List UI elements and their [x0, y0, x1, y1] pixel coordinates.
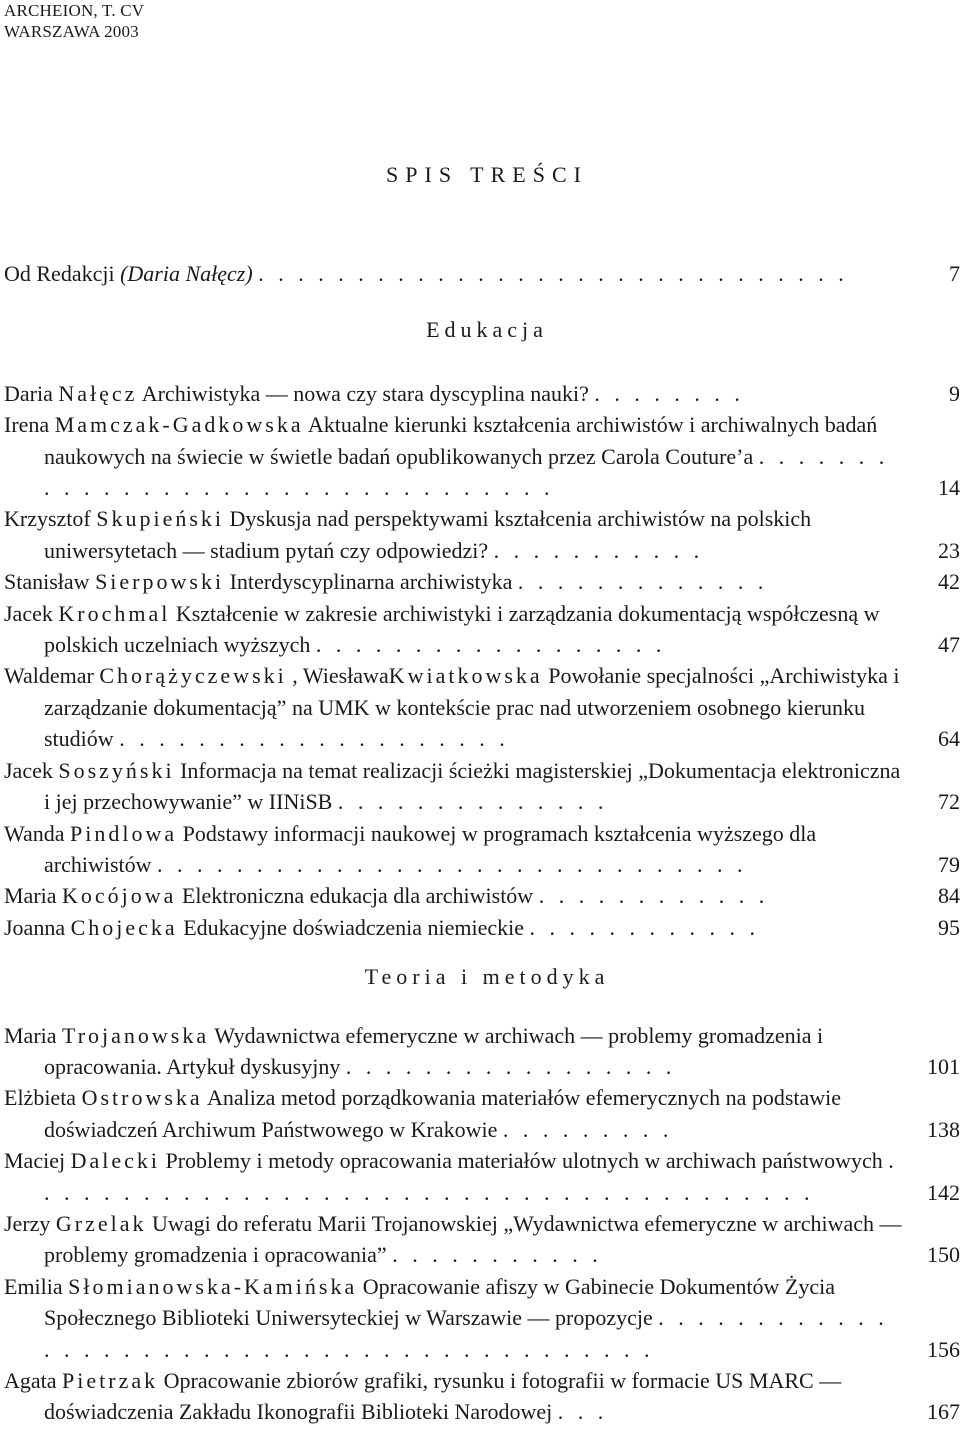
entry-title: Archiwistyka — nowa czy stara dyscyplina nauki? [141, 380, 589, 406]
author-surname: Krochmal [58, 600, 171, 626]
entry-label: Od Redakcji [4, 261, 115, 286]
author-first-name: Agata [4, 1368, 57, 1393]
author-surname: Chorążyczewski [99, 663, 287, 689]
toc-entry[interactable] [4, 880, 960, 911]
toc-entry[interactable] [4, 1365, 960, 1428]
leader-dots: . . . . . . . . . . . . . . . . . . . . . . . . . . . . . . [157, 851, 748, 877]
toc-entry[interactable] [4, 1208, 960, 1271]
leader-dots: . . . . . . . . . . . . [529, 914, 760, 940]
author-surname: Pindlowa [70, 820, 178, 846]
toc-entry[interactable] [4, 598, 960, 661]
author-first-name: Jerzy [4, 1210, 51, 1236]
page-number: 64 [938, 726, 960, 752]
author-surname: Słomianowska-Kamińska [68, 1273, 358, 1299]
page-title: SPIS TREŚCI [386, 162, 588, 187]
entry-title: Informacja na temat realizacji ścieżki magisterskiej „Dokumentacja elektroniczna i jej przechowywanie” w IINiSB [44, 757, 901, 815]
page-number: 47 [938, 632, 960, 658]
author-surname: Kocójowa [62, 883, 177, 909]
author-first-name-2: , Wiesława [292, 663, 389, 689]
author-first-name: Stanisław [4, 569, 90, 595]
page-number: 142 [927, 1179, 960, 1205]
toc-entry[interactable] [4, 1145, 960, 1208]
author-surname: Nałęcz [58, 380, 138, 406]
entry-author: (Daria Nałęcz) [120, 261, 253, 286]
page-number: 101 [927, 1053, 960, 1079]
leader-dots: . . . . . . . . . . . . . . . . . . . . . . . . . . . . . . . . . [44, 443, 889, 501]
leader-dots: . . . . . . . . . . . . [538, 883, 769, 909]
page-number: 9 [949, 380, 960, 406]
author-first-name: Wanda [4, 820, 65, 846]
section-entries [4, 1020, 960, 1428]
author-first-name: Maria [4, 1022, 57, 1048]
page-number: 42 [938, 569, 960, 595]
leader-dots: . . . . . . . . . . . . . [517, 569, 768, 595]
leader-dots: . . . . . . . . . . . . . . . . . . . . . . . . . . . . . . [258, 261, 849, 286]
entry-title: Analiza metod porządkowania materiałów efemerycznych na podstawie doświadczeń Archiwum Państwowego w Krakowie [44, 1085, 842, 1142]
author-first-name: Waldemar [4, 663, 94, 689]
author-surname: Mamczak-Gadkowska [54, 412, 304, 438]
entry-title: Uwagi do referatu Marii Trojanowskiej „Wydawnictwa efemeryczne w archiwach — problemy gromadzenia i opracowania” [44, 1210, 902, 1268]
page-number: 167 [927, 1399, 960, 1425]
toc-entry[interactable] [4, 1082, 960, 1145]
toc-entry[interactable] [4, 660, 960, 754]
author-first-name: Maria [4, 883, 57, 909]
page-number: 84 [938, 883, 960, 909]
toc-entry[interactable] [4, 755, 960, 818]
author-surname: Trojanowska [62, 1022, 210, 1048]
leader-dots: . . . . . . . . . . . [392, 1242, 603, 1268]
toc-entry[interactable] [4, 409, 960, 503]
author-first-name: Emilia [4, 1273, 63, 1299]
author-first-name: Jacek [4, 757, 53, 783]
page-number: 138 [927, 1116, 960, 1142]
page-number: 150 [927, 1242, 960, 1268]
page-number: 95 [938, 914, 960, 940]
page-number: 14 [938, 475, 960, 501]
toc-entry[interactable] [4, 912, 960, 943]
leader-dots: . . . . . . . . . . . . . . . . . . . . . . . . . . . . . . . . . . . . . . . . . . . [44, 1305, 889, 1362]
toc-entry[interactable] [4, 1020, 960, 1083]
author-surname: Sierpowski [95, 569, 225, 595]
author-surname: Ostrowska [81, 1085, 203, 1111]
section-heading-teoria: Teoria i metodyka [364, 964, 610, 990]
toc-entry[interactable] [4, 818, 960, 881]
toc-entry[interactable] [4, 503, 960, 566]
table-of-contents [4, 258, 960, 1428]
leader-dots: . . . . . . . . . [502, 1116, 673, 1142]
toc-entry[interactable] [4, 378, 960, 409]
page-number: 7 [949, 261, 960, 286]
author-first-name: Joanna [4, 914, 66, 940]
leader-dots: . . . . . . . . [594, 380, 745, 406]
author-surname-2: Kwiatkowska [388, 663, 543, 689]
entry-title: Wydawnictwa efemeryczne w archiwach — problemy gromadzenia i opracowania. Artykuł dyskusyjny [44, 1022, 824, 1079]
section-heading-edukacja: Edukacja [426, 317, 548, 343]
entry-title: Podstawy informacji naukowej w programach kształcenia wyższego dla archiwistów [44, 820, 817, 877]
toc-entry[interactable] [4, 1271, 960, 1365]
entry-title: Dyskusja nad perspektywami kształcenia archiwistów na polskich uniwersytetach — stadium pytań czy odpowiedzi? [44, 506, 812, 563]
entry-title: Interdyscyplinarna archiwistyka [229, 569, 513, 595]
leader-dots: . . . . . . . . . . . [493, 537, 704, 563]
author-surname: Grzelak [55, 1210, 147, 1236]
entry-title: Opracowanie afiszy w Gabinecie Dokumentów Życia Społecznego Biblioteki Uniwersyteckiej w Warszawie — propozycje [44, 1273, 835, 1331]
author-first-name: Daria [4, 380, 53, 406]
entry-title: Aktualne kierunki kształcenia archiwistów i archiwalnych badań naukowych na świecie w świetle badań opublikowanych przez Carola Couture’a [44, 412, 878, 469]
toc-entry-editorial[interactable] [4, 258, 960, 289]
entry-title: Opracowanie zbiorów grafiki, rysunku i fotografii w formacie US MARC — doświadczenia Zakładu Ikonografii Biblioteki Narodowej [44, 1368, 842, 1425]
page-number: 23 [938, 537, 960, 563]
leader-dots: . . . . . . . . . . . . . . . . . . . . . . . . . . . . . . . . . . . . . . . . [44, 1148, 899, 1205]
author-first-name: Jacek [4, 600, 53, 626]
author-first-name: Maciej [4, 1148, 66, 1174]
author-surname: Chojecka [70, 914, 178, 940]
section-entries [4, 378, 960, 943]
page-number: 72 [938, 789, 960, 815]
leader-dots: . . . [557, 1399, 608, 1425]
author-surname: Pietrzak [62, 1368, 159, 1393]
leader-dots: . . . . . . . . . . . . . . . . . . [315, 632, 666, 658]
toc-entry[interactable] [4, 566, 960, 597]
author-surname: Dalecki [70, 1148, 160, 1174]
leader-dots: . . . . . . . . . . . . . . [337, 789, 608, 815]
author-surname: Skupieński [96, 506, 225, 532]
leader-dots: . . . . . . . . . . . . . . . . . . . . [119, 726, 510, 752]
author-first-name: Krzysztof [4, 506, 91, 532]
author-first-name: Irena [4, 412, 50, 438]
journal-place-year: WARSZAWA 2003 [4, 22, 139, 41]
author-surname: Soszyński [58, 757, 175, 783]
journal-header [4, 0, 144, 42]
leader-dots: . . . . . . . . . . . . . . . . . [345, 1053, 676, 1079]
entry-title: Problemy i metody opracowania materiałów ulotnych w archiwach państwowych [165, 1148, 883, 1174]
entry-title: Powołanie specjalności „Archiwistyka i zarządzanie dokumentacją” na UMK w kontekście prac nad utworzeniem osobnego kierunku studiów [44, 663, 900, 752]
entry-title: Edukacyjne doświadczenia niemieckie [183, 914, 525, 940]
entry-title: Kształcenie w zakresie archiwistyki i zarządzania dokumentacją współczesną w polskich uczelniach wyższych [44, 600, 880, 658]
entry-title: Elektroniczna edukacja dla archiwistów [181, 883, 534, 909]
author-first-name: Elżbieta [4, 1085, 77, 1111]
page-number: 156 [927, 1336, 960, 1362]
journal-volume: ARCHEION, T. CV [4, 1, 145, 20]
page-number: 79 [938, 851, 960, 877]
